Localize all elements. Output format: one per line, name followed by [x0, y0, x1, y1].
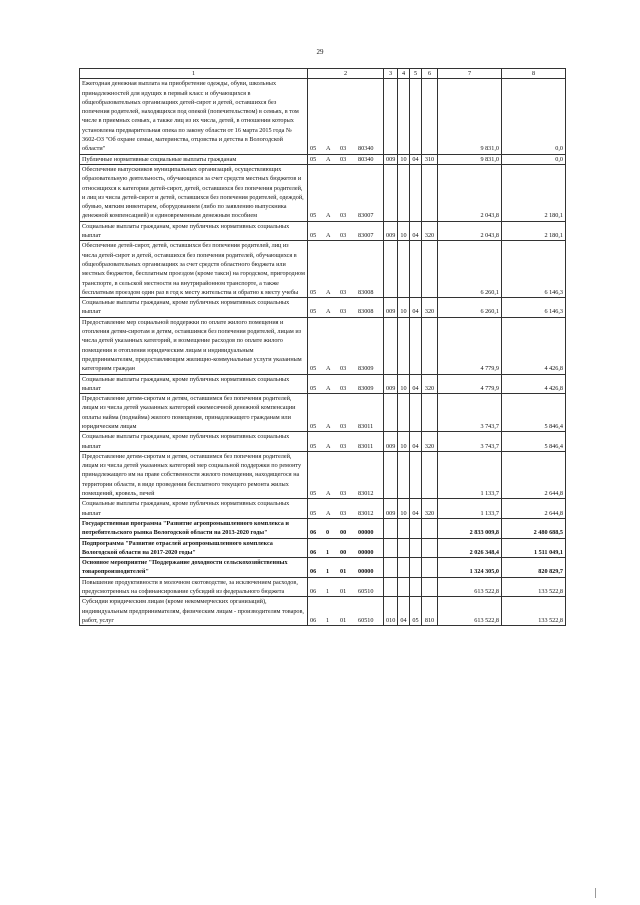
code-part: 83012	[358, 490, 374, 498]
row-amount-2020: 5 846,4	[502, 394, 566, 432]
code-part: 03	[340, 212, 347, 220]
row-amount-2020: 2 180,1	[502, 221, 566, 241]
code-part: 03	[340, 384, 347, 392]
code-part: 03	[340, 509, 347, 517]
code-part: 05	[310, 288, 317, 296]
row-expense-type	[422, 317, 438, 374]
header-cell: 5	[410, 69, 422, 79]
code-part: 1	[326, 616, 330, 624]
code-part: 83008	[358, 308, 374, 316]
row-expense-type: 320	[422, 374, 438, 394]
header-cell: 7	[438, 69, 502, 79]
code-part: А	[326, 155, 331, 163]
code-part: 03	[340, 232, 347, 240]
row-amount-2020: 4 426,8	[502, 317, 566, 374]
row-subsection-code: 05	[410, 597, 422, 626]
row-target-code	[308, 154, 384, 164]
code-part: 83008	[358, 288, 374, 296]
table-row	[80, 164, 566, 221]
row-target-code	[308, 577, 384, 597]
row-section-code: 04	[398, 597, 410, 626]
table-row	[80, 499, 566, 519]
row-description: Подпрограмма "Развитие отраслей агропромышленного комплекса Вологодской области на 2017-2020 годы"	[80, 538, 308, 558]
row-target-code	[308, 394, 384, 432]
row-section-code: 10	[398, 154, 410, 164]
row-ministry-code	[384, 577, 398, 597]
row-amount-2020: 2 480 688,5	[502, 518, 566, 538]
row-amount-2020: 6 146,3	[502, 298, 566, 318]
row-description: Социальные выплаты гражданам, кроме публичных нормативных социальных выплат	[80, 221, 308, 241]
row-description: Субсидии юридическим лицам (кроме некоммерческих организаций), индивидуальным предпринимателям, физическим лицам - производителям товаров, работ, услуг	[80, 597, 308, 626]
row-subsection-code	[410, 538, 422, 558]
row-section-code	[398, 317, 410, 374]
row-amount-2020: 2 644,8	[502, 451, 566, 498]
row-target-code	[308, 241, 384, 298]
row-expense-type	[422, 451, 438, 498]
table-row	[80, 317, 566, 374]
row-target-code	[308, 432, 384, 452]
row-description: Социальные выплаты гражданам, кроме публичных нормативных социальных выплат	[80, 374, 308, 394]
code-part: 00000	[358, 548, 374, 556]
code-part: 1	[326, 568, 330, 576]
code-part: 83007	[358, 212, 374, 220]
row-ministry-code	[384, 518, 398, 538]
row-target-code	[308, 374, 384, 394]
row-subsection-code: 04	[410, 499, 422, 519]
row-subsection-code: 04	[410, 432, 422, 452]
row-amount-2019: 9 831,0	[438, 79, 502, 154]
row-subsection-code	[410, 577, 422, 597]
row-section-code	[398, 558, 410, 578]
row-ministry-code: 009	[384, 499, 398, 519]
row-amount-2020: 6 146,3	[502, 241, 566, 298]
row-description: Публичные нормативные социальные выплаты гражданам	[80, 154, 308, 164]
row-amount-2019: 3 743,7	[438, 394, 502, 432]
code-part: 83011	[358, 442, 374, 450]
code-part: 05	[310, 212, 317, 220]
row-ministry-code: 009	[384, 221, 398, 241]
row-target-code	[308, 538, 384, 558]
row-section-code	[398, 518, 410, 538]
code-part: 06	[310, 616, 317, 624]
code-part: 03	[340, 422, 347, 430]
code-part: 60510	[358, 588, 374, 596]
table-row	[80, 394, 566, 432]
row-section-code	[398, 241, 410, 298]
row-section-code: 10	[398, 499, 410, 519]
code-part: 06	[310, 529, 317, 537]
code-part: А	[326, 232, 331, 240]
row-section-code	[398, 164, 410, 221]
row-amount-2019: 4 779,9	[438, 317, 502, 374]
code-part: 60510	[358, 616, 374, 624]
row-amount-2019: 3 743,7	[438, 432, 502, 452]
row-subsection-code: 04	[410, 221, 422, 241]
row-subsection-code	[410, 317, 422, 374]
row-subsection-code	[410, 451, 422, 498]
row-expense-type	[422, 577, 438, 597]
code-part: 00000	[358, 568, 374, 576]
code-part: 83009	[358, 384, 374, 392]
row-expense-type: 320	[422, 298, 438, 318]
row-ministry-code: 009	[384, 154, 398, 164]
row-amount-2020: 2 180,1	[502, 164, 566, 221]
code-part: 01	[340, 616, 347, 624]
code-part: 80340	[358, 145, 374, 153]
page-number: 29	[316, 48, 324, 56]
code-part: 1	[326, 588, 330, 596]
table-row	[80, 298, 566, 318]
code-part: 03	[340, 442, 347, 450]
row-ministry-code	[384, 79, 398, 154]
row-amount-2020: 820 829,7	[502, 558, 566, 578]
code-part: 00000	[358, 529, 374, 537]
row-amount-2019: 2 043,8	[438, 221, 502, 241]
code-part: 05	[310, 308, 317, 316]
code-part: 01	[340, 588, 347, 596]
code-part: А	[326, 384, 331, 392]
row-expense-type	[422, 79, 438, 154]
code-part: 80340	[358, 155, 374, 163]
row-target-code	[308, 597, 384, 626]
code-part: А	[326, 422, 331, 430]
row-description: Ежегодная денежная выплата на приобретение одежды, обуви, школьных принадлежностей для идущих в первый класс и обучающихся в общеобразовательных организациях детей-сирот и детей, оставшихся без попечения родителей, находящихся под опекой (попечительством) в семьях, в том числе в приемных семьях, а также лиц из их числа, детей, в отношении которых установлена предварительная опека по закону области от 16 марта 2015 года № 3602-ОЗ "Об охране семьи, материнства, отцовства и детства в Вологодской области"	[80, 79, 308, 154]
code-part: А	[326, 365, 331, 373]
code-part: 03	[340, 308, 347, 316]
row-expense-type	[422, 241, 438, 298]
header-cell: 6	[422, 69, 438, 79]
table-header-row	[80, 69, 566, 79]
row-expense-type: 810	[422, 597, 438, 626]
row-target-code	[308, 518, 384, 538]
row-amount-2020: 1 511 049,1	[502, 538, 566, 558]
row-section-code	[398, 394, 410, 432]
row-description: Предоставление детям-сиротам и детям, оставшимся без попечения родителей, лицам из числа детей указанных категорий мер социальной поддержки по ремонту принадлежащего им на праве собственности жилого помещения, находящегося на территории области, в виде проведения бесплатного текущего ремонта жилых помещений, кровель, печей	[80, 451, 308, 498]
row-description: Социальные выплаты гражданам, кроме публичных нормативных социальных выплат	[80, 298, 308, 318]
table-row	[80, 558, 566, 578]
row-section-code	[398, 451, 410, 498]
row-section-code	[398, 79, 410, 154]
row-ministry-code: 009	[384, 432, 398, 452]
row-amount-2020: 4 426,8	[502, 374, 566, 394]
scan-mark	[595, 888, 596, 898]
row-section-code: 10	[398, 221, 410, 241]
row-ministry-code	[384, 164, 398, 221]
code-part: А	[326, 308, 331, 316]
code-part: 03	[340, 155, 347, 163]
code-part: А	[326, 145, 331, 153]
code-part: 03	[340, 145, 347, 153]
row-description: Повышение продуктивности в молочном скотоводстве, за исключением расходов, предусмотренных на софинансирование субсидий из федерального бюджета	[80, 577, 308, 597]
header-cell: 1	[80, 69, 308, 79]
code-part: 05	[310, 155, 317, 163]
code-part: 03	[340, 490, 347, 498]
header-cell: 8	[502, 69, 566, 79]
row-amount-2019: 4 779,9	[438, 374, 502, 394]
header-cell: 2	[308, 69, 384, 79]
row-section-code	[398, 577, 410, 597]
row-section-code	[398, 538, 410, 558]
row-amount-2019: 9 831,0	[438, 154, 502, 164]
row-target-code	[308, 317, 384, 374]
code-part: 05	[310, 422, 317, 430]
header-cell: 3	[384, 69, 398, 79]
table-row	[80, 597, 566, 626]
code-part: 83009	[358, 365, 374, 373]
row-target-code	[308, 499, 384, 519]
row-subsection-code: 04	[410, 298, 422, 318]
row-subsection-code	[410, 79, 422, 154]
row-description: Предоставление детям-сиротам и детям, оставшимся без попечения родителей, лицам из числа детей указанных категорий ежемесячной денежной компенсации оплаты найма (поднайма) жилого помещения, принадлежащего гражданам или юридическим лицам	[80, 394, 308, 432]
code-part: 05	[310, 232, 317, 240]
row-ministry-code: 009	[384, 374, 398, 394]
row-target-code	[308, 164, 384, 221]
code-part: 01	[340, 568, 347, 576]
code-part: 05	[310, 145, 317, 153]
budget-table	[79, 68, 566, 626]
row-subsection-code	[410, 558, 422, 578]
row-amount-2019: 2 026 348,4	[438, 538, 502, 558]
code-part: 05	[310, 365, 317, 373]
row-section-code: 10	[398, 298, 410, 318]
code-part: 06	[310, 588, 317, 596]
row-ministry-code	[384, 451, 398, 498]
code-part: А	[326, 212, 331, 220]
row-amount-2020: 0,0	[502, 154, 566, 164]
row-ministry-code	[384, 538, 398, 558]
code-part: 83012	[358, 509, 374, 517]
code-part: А	[326, 288, 331, 296]
row-amount-2019: 6 260,1	[438, 298, 502, 318]
row-description: Основное мероприятие "Поддержание доходности сельскохозяйственных товаропроизводителей"	[80, 558, 308, 578]
code-part: А	[326, 490, 331, 498]
row-amount-2020: 0,0	[502, 79, 566, 154]
code-part: 06	[310, 548, 317, 556]
row-expense-type	[422, 558, 438, 578]
row-description: Обеспечение выпускников муниципальных организаций, осуществляющих образовательную деятельность, обучающихся за счет средств местных бюджетов и относящихся к категории детей-сирот, детей, оставшихся без попечения родителей, и лиц из числа детей-сирот и детей, оставшихся без попечения родителей, одеждой, обувью, мягким инвентарем, оборудованием (либо по заявлению выпускника денежной компенсацией) и единовременным денежным пособием	[80, 164, 308, 221]
row-amount-2019: 2 833 009,8	[438, 518, 502, 538]
code-part: 05	[310, 509, 317, 517]
row-expense-type: 310	[422, 154, 438, 164]
code-part: 05	[310, 490, 317, 498]
row-expense-type	[422, 164, 438, 221]
row-target-code	[308, 79, 384, 154]
row-subsection-code: 04	[410, 374, 422, 394]
row-ministry-code: 010	[384, 597, 398, 626]
row-expense-type	[422, 538, 438, 558]
row-amount-2020: 133 522,8	[502, 577, 566, 597]
table-row	[80, 538, 566, 558]
code-part: 00	[340, 529, 347, 537]
code-part: А	[326, 442, 331, 450]
code-part: 0	[326, 529, 330, 537]
row-amount-2020: 133 522,8	[502, 597, 566, 626]
row-ministry-code	[384, 394, 398, 432]
row-target-code	[308, 558, 384, 578]
row-expense-type: 320	[422, 432, 438, 452]
code-part: 1	[326, 548, 330, 556]
code-part: 83007	[358, 232, 374, 240]
row-amount-2019: 613 522,8	[438, 577, 502, 597]
row-subsection-code: 04	[410, 154, 422, 164]
row-description: Государственная программа "Развитие агропромышленного комплекса и потребительского рынка Вологодской области на 2013-2020 годы"	[80, 518, 308, 538]
row-amount-2019: 6 260,1	[438, 241, 502, 298]
table-row	[80, 79, 566, 154]
row-amount-2020: 2 644,8	[502, 499, 566, 519]
row-amount-2019: 1 133,7	[438, 499, 502, 519]
table-row	[80, 432, 566, 452]
row-description: Социальные выплаты гражданам, кроме публичных нормативных социальных выплат	[80, 432, 308, 452]
row-target-code	[308, 221, 384, 241]
row-amount-2020: 5 846,4	[502, 432, 566, 452]
table-row	[80, 374, 566, 394]
row-ministry-code	[384, 241, 398, 298]
row-amount-2019: 1 324 305,0	[438, 558, 502, 578]
code-part: 05	[310, 384, 317, 392]
table-row	[80, 241, 566, 298]
row-ministry-code	[384, 317, 398, 374]
row-section-code: 10	[398, 374, 410, 394]
row-subsection-code	[410, 394, 422, 432]
row-expense-type: 320	[422, 221, 438, 241]
code-part: 83011	[358, 422, 374, 430]
code-part: 00	[340, 548, 347, 556]
code-part: 03	[340, 288, 347, 296]
code-part: А	[326, 509, 331, 517]
row-ministry-code: 009	[384, 298, 398, 318]
row-subsection-code	[410, 518, 422, 538]
code-part: 06	[310, 568, 317, 576]
row-subsection-code	[410, 164, 422, 221]
row-description: Обеспечение детей-сирот, детей, оставшихся без попечения родителей, лиц из числа детей-сирот и детей, оставшихся без попечения родителей, обучающихся в общеобразовательных организациях за счет средств областного бюджета или местных бюджетов, бесплатным проездом (кроме такси) на городском, пригородном транспорте, в сельской местности на внутрирайонном транспорте, а также бесплатным проездом один раз в год к месту жительства и обратно к месту учебы	[80, 241, 308, 298]
row-subsection-code	[410, 241, 422, 298]
row-expense-type: 320	[422, 499, 438, 519]
table-row	[80, 154, 566, 164]
row-amount-2019: 1 133,7	[438, 451, 502, 498]
row-target-code	[308, 298, 384, 318]
row-description: Предоставление мер социальной поддержки по оплате жилого помещения и отопления детям-сиротам и детям, оставшимся без попечения родителей, лицам из числа детей указанных категорий, и возмещение расходов по оплате жилого помещения и отопления юридическим лицам и индивидуальным предпринимателям, предоставляющим жилищно-коммунальные услуги указанным категориям граждан	[80, 317, 308, 374]
row-ministry-code	[384, 558, 398, 578]
row-amount-2019: 613 522,8	[438, 597, 502, 626]
table-row	[80, 577, 566, 597]
table-row	[80, 518, 566, 538]
code-part: 03	[340, 365, 347, 373]
row-expense-type	[422, 394, 438, 432]
row-target-code	[308, 451, 384, 498]
row-expense-type	[422, 518, 438, 538]
row-description: Социальные выплаты гражданам, кроме публичных нормативных социальных выплат	[80, 499, 308, 519]
table-row	[80, 221, 566, 241]
row-amount-2019: 2 043,8	[438, 164, 502, 221]
code-part: 05	[310, 442, 317, 450]
row-section-code: 10	[398, 432, 410, 452]
table-row	[80, 451, 566, 498]
header-cell: 4	[398, 69, 410, 79]
